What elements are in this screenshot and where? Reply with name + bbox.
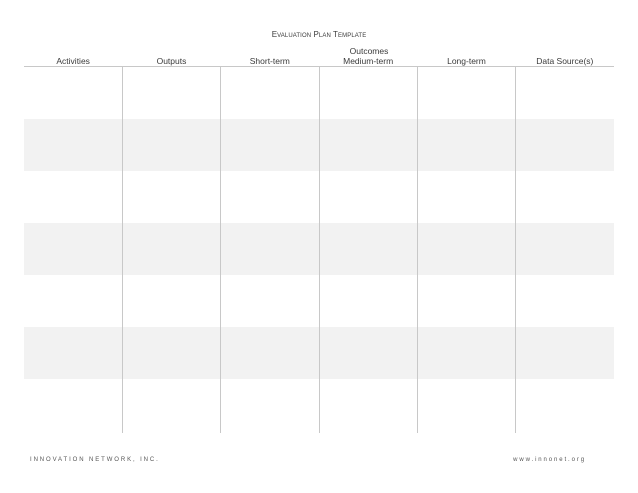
table-cell[interactable] <box>24 119 122 171</box>
table-cell[interactable] <box>417 379 515 431</box>
table-cell[interactable] <box>24 223 122 275</box>
table-cell[interactable] <box>122 119 220 171</box>
table-cell[interactable] <box>221 223 319 275</box>
table-cell[interactable] <box>122 171 220 223</box>
table-header-row <box>24 56 614 67</box>
page-title: Evaluation Plan Template <box>271 30 367 39</box>
table-cell[interactable] <box>221 275 319 327</box>
column-header-long-term: Long-term <box>447 56 486 66</box>
footer-organization: INNOVATION NETWORK, INC. <box>30 457 160 463</box>
table-cell[interactable] <box>319 119 417 171</box>
table-cell[interactable] <box>24 379 122 431</box>
table-cell[interactable] <box>516 171 614 223</box>
table-cell[interactable] <box>221 171 319 223</box>
table-cell[interactable] <box>221 379 319 431</box>
table-cell[interactable] <box>417 223 515 275</box>
table-cell[interactable] <box>319 223 417 275</box>
table-cell[interactable] <box>516 67 614 119</box>
column-header-short-term: Short-term <box>249 56 290 66</box>
table-cell[interactable] <box>221 67 319 119</box>
column-divider <box>319 67 320 433</box>
table-cell[interactable] <box>417 67 515 119</box>
table-body <box>24 67 614 431</box>
table-cell[interactable] <box>24 275 122 327</box>
table-cell[interactable] <box>417 119 515 171</box>
table-cell[interactable] <box>319 379 417 431</box>
table-cell[interactable] <box>417 171 515 223</box>
column-divider <box>417 67 418 433</box>
column-divider <box>515 67 516 433</box>
footer-website: www.innonet.org <box>513 457 586 463</box>
column-header-outputs: Outputs <box>156 56 187 66</box>
table-cell[interactable] <box>516 119 614 171</box>
table-cell[interactable] <box>516 327 614 379</box>
table-cell[interactable] <box>24 67 122 119</box>
table-cell[interactable] <box>122 327 220 379</box>
table-cell[interactable] <box>122 379 220 431</box>
table-cell[interactable] <box>24 327 122 379</box>
column-header-data-sources: Data Source(s) <box>536 56 594 66</box>
table-cell[interactable] <box>516 275 614 327</box>
outcomes-group-label: Outcomes <box>349 46 389 56</box>
table-cell[interactable] <box>24 171 122 223</box>
table-cell[interactable] <box>319 171 417 223</box>
column-header-activities: Activities <box>56 56 90 66</box>
table-cell[interactable] <box>122 275 220 327</box>
table-cell[interactable] <box>319 275 417 327</box>
table-cell[interactable] <box>221 119 319 171</box>
table-cell[interactable] <box>516 379 614 431</box>
table-cell[interactable] <box>417 327 515 379</box>
column-divider <box>220 67 221 433</box>
table-cell[interactable] <box>122 67 220 119</box>
evaluation-plan-table <box>24 56 614 431</box>
table-cell[interactable] <box>221 327 319 379</box>
table-cell[interactable] <box>319 67 417 119</box>
table-cell[interactable] <box>516 223 614 275</box>
column-divider <box>122 67 123 433</box>
table-cell[interactable] <box>122 223 220 275</box>
column-header-medium-term: Medium-term <box>343 56 394 66</box>
table-cell[interactable] <box>319 327 417 379</box>
table-cell[interactable] <box>417 275 515 327</box>
